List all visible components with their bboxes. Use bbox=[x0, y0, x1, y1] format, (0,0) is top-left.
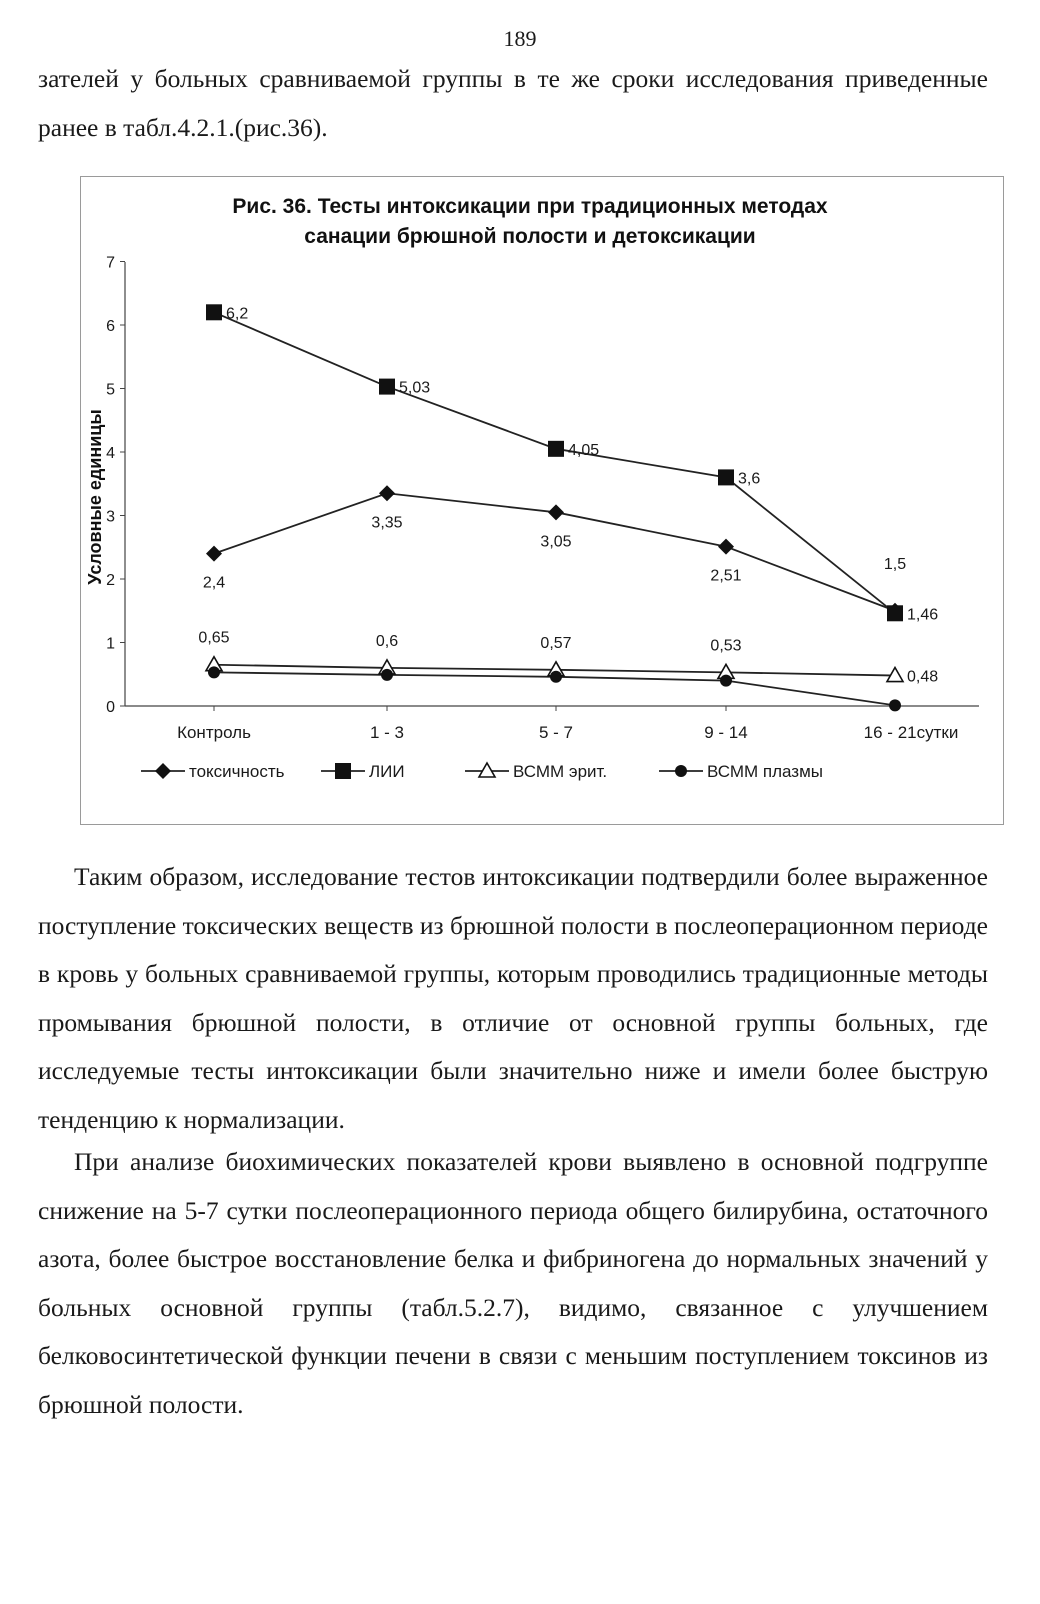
x-ticks bbox=[177, 706, 958, 742]
y-tick-label: 0 bbox=[106, 699, 115, 716]
legend-label: ВСММ плазмы bbox=[707, 762, 823, 781]
point-diamond bbox=[548, 504, 564, 520]
point-circle bbox=[208, 666, 220, 678]
legend-marker-triangle bbox=[479, 763, 495, 777]
chart-title-line-1: Рис. 36. Тесты интоксикации при традиционных методах bbox=[232, 195, 828, 218]
y-tick-label: 1 bbox=[106, 635, 115, 653]
data-label: 2,51 bbox=[710, 567, 742, 585]
y-axis-label: Условные единицы bbox=[85, 409, 105, 585]
figure-36 bbox=[80, 176, 1004, 825]
line-chart bbox=[81, 177, 1005, 826]
data-label: 0,57 bbox=[540, 634, 572, 652]
point-circle bbox=[720, 675, 732, 687]
data-label: 3,6 bbox=[738, 470, 761, 488]
data-label: 1,46 bbox=[907, 606, 939, 624]
point-diamond bbox=[718, 539, 734, 555]
x-tick-label: 5 - 7 bbox=[538, 723, 574, 742]
point-circle bbox=[381, 669, 393, 681]
series-line-square bbox=[214, 312, 895, 613]
data-label: 2,4 bbox=[202, 574, 226, 592]
point-circle bbox=[889, 699, 901, 711]
data-label: 1,5 bbox=[883, 555, 907, 573]
data-label: 0,6 bbox=[375, 632, 399, 650]
data-label: 0,65 bbox=[198, 629, 230, 647]
x-tick-label: 16 - 21сутки bbox=[863, 723, 959, 742]
point-square bbox=[887, 605, 903, 621]
legend-label: токсичность bbox=[189, 762, 285, 781]
point-diamond bbox=[206, 546, 222, 562]
data-label: 3,35 bbox=[371, 514, 403, 532]
y-tick-label: 7 bbox=[106, 254, 115, 272]
legend-label: ЛИИ bbox=[369, 762, 405, 781]
y-tick-label: 3 bbox=[106, 508, 115, 526]
point-circle bbox=[550, 671, 562, 683]
point-square bbox=[548, 441, 564, 457]
point-square bbox=[718, 469, 734, 485]
data-label: 0,48 bbox=[907, 668, 939, 686]
x-tick-label: 9 - 14 bbox=[704, 723, 748, 742]
data-label: 5,03 bbox=[399, 379, 431, 397]
y-ticks bbox=[106, 255, 125, 717]
x-tick-label: 1 - 3 bbox=[369, 723, 405, 742]
intro-paragraph: зателей у больных сравниваемой группы в те же сроки исследования приведенные ранее в табл.4.2.1.(рис.36). bbox=[38, 64, 988, 142]
body-paragraph-1: Таким образом, исследование тестов интоксикации подтвердили более выраженное поступление токсических веществ из брюшной полости в послеоперационном периоде в кровь у больных сравниваемой группы, которым проводились традиционные методы промывания брюшной полости, в отличие от основной группы больных, где исследуемые тесты интоксикации были значительно ниже и имели более быструю тенденцию к нормализации. bbox=[38, 862, 988, 1134]
point-square bbox=[379, 379, 395, 395]
point-square bbox=[206, 304, 222, 320]
data-label: 6,2 bbox=[226, 305, 249, 323]
legend-marker-diamond bbox=[155, 763, 171, 779]
legend-label: ВСММ эрит. bbox=[513, 762, 608, 781]
legend bbox=[141, 762, 823, 781]
y-tick-label: 4 bbox=[106, 445, 115, 462]
point-diamond bbox=[379, 485, 395, 501]
y-tick-label: 2 bbox=[106, 572, 115, 589]
legend-marker-square bbox=[335, 763, 351, 779]
y-tick-label: 5 bbox=[106, 381, 115, 399]
x-tick-label: Контроль bbox=[177, 723, 251, 742]
data-label: 4,05 bbox=[568, 441, 600, 459]
data-labels bbox=[198, 305, 938, 685]
page-number: 189 bbox=[503, 26, 537, 51]
data-label: 0,53 bbox=[710, 637, 742, 655]
y-tick-label: 6 bbox=[106, 318, 115, 335]
chart-title-line-2: санации брюшной полости и детоксикации bbox=[304, 225, 756, 248]
legend-marker-circle bbox=[675, 765, 687, 777]
body-paragraph-2: При анализе биохимических показателей крови выявлено в основной подгруппе снижение на 5-7 сутки послеоперационного периода общего билирубина, остаточного азота, более быстрое восстановление белка и фибриногена до нормальных значений у больных основной группы (табл.5.2.7), видимо, связанное с улучшением белковосинтетической функции печени в связи с меньшим поступлением токсинов из брюшной полости. bbox=[38, 1147, 988, 1419]
data-label: 3,05 bbox=[540, 533, 572, 551]
